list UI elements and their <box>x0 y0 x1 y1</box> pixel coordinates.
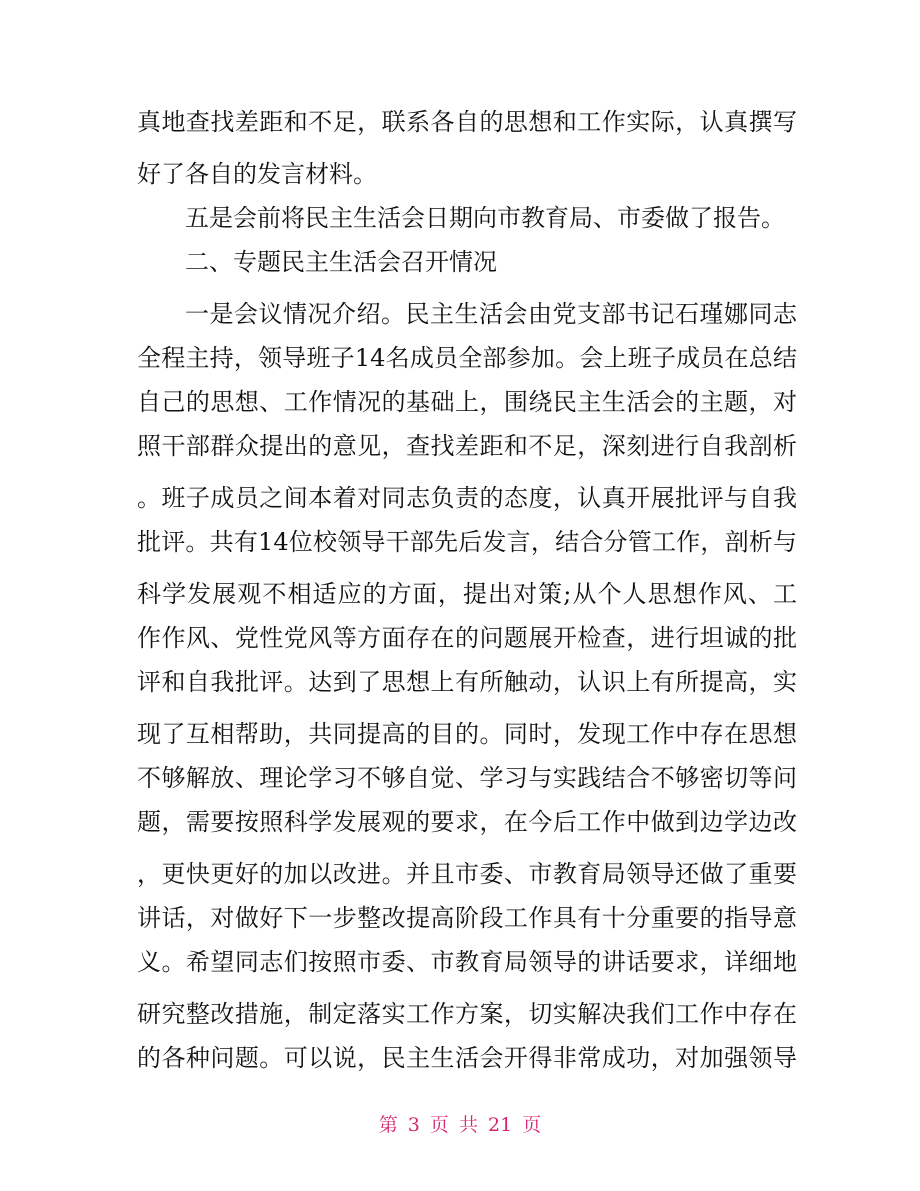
body-line-18: 讲话，对做好下一步整改提高阶段工作具有十分重要的指导意 <box>137 904 797 932</box>
body-line-17: ，更快更好的加以改进。并且市委、市教育局领导还做了重要 <box>137 860 797 888</box>
body-line-20: 研究整改措施，制定落实工作方案，切实解决我们工作中存在 <box>137 1000 797 1028</box>
body-line-1: 真地查找差距和不足，联系各自的思想和工作实际，认真撰写 <box>137 108 797 136</box>
body-line-11: 科学发展观不相适应的方面，提出对策;从个人思想作风、工 <box>137 580 797 608</box>
body-line-13: 评和自我批评。达到了思想上有所触动，认识上有所提高，实 <box>137 668 797 696</box>
body-line-7: 自己的思想、工作情况的基础上，围绕民主生活会的主题，对 <box>137 388 797 416</box>
body-line-3: 五是会前将民主生活会日期向市教育局、市委做了报告。 <box>185 204 785 232</box>
body-line-8: 照干部群众提出的意见，查找差距和不足，深刻进行自我剖析 <box>137 432 797 460</box>
body-line-2: 好了各自的发言材料。 <box>137 160 377 188</box>
body-line-6: 全程主持，领导班子14名成员全部参加。会上班子成员在总结 <box>137 344 797 372</box>
section-heading: 二、专题民主生活会召开情况 <box>185 248 497 276</box>
body-line-16: 题，需要按照科学发展观的要求，在今后工作中做到边学边改 <box>137 808 797 836</box>
body-line-10: 批评。共有14位校领导干部先后发言，结合分管工作，剖析与 <box>137 528 797 556</box>
body-line-19: 义。希望同志们按照市委、市教育局领导的讲话要求，详细地 <box>137 948 797 976</box>
body-line-14: 现了互相帮助，共同提高的目的。同时，发现工作中存在思想 <box>137 720 797 748</box>
body-line-21: 的各种问题。可以说，民主生活会开得非常成功，对加强领导 <box>137 1044 797 1072</box>
page-number-footer: 第 3 页 共 21 页 <box>378 1114 542 1136</box>
body-line-9: 。班子成员之间本着对同志负责的态度，认真开展批评与自我 <box>137 484 797 512</box>
body-line-5: 一是会议情况介绍。民主生活会由党支部书记石瑾娜同志 <box>185 300 797 328</box>
body-line-12: 作作风、党性党风等方面存在的问题展开检查，进行坦诚的批 <box>137 624 797 652</box>
body-line-15: 不够解放、理论学习不够自觉、学习与实践结合不够密切等问 <box>137 764 797 792</box>
